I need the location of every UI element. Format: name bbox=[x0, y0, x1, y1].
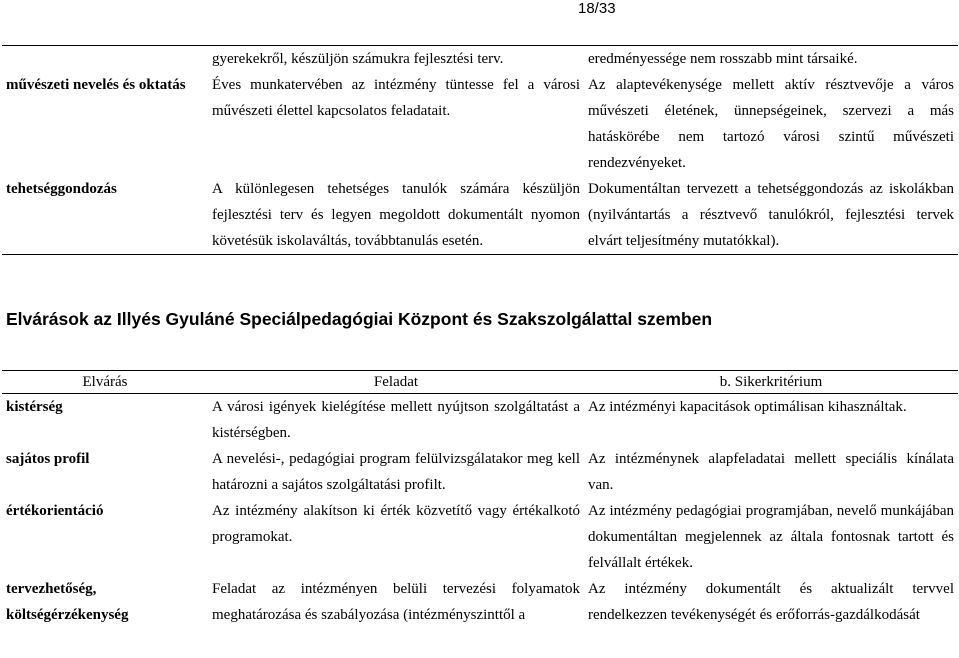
criterion-cell: Az intézménynek alapfeladatai mellett speciális kínálata van. bbox=[588, 451, 954, 493]
table-row bbox=[2, 176, 958, 255]
row-label: tervezhetőség, költségérzékenység bbox=[6, 581, 129, 623]
task-cell: A városi igények kielégítése mellett nyújtson szolgáltatást a kistérségben. bbox=[212, 399, 580, 441]
task-cell: Éves munkatervében az intézmény tüntesse fel a városi művészeti élettel kapcsolatos feladatait. bbox=[212, 77, 580, 119]
task-cell: A nevelési-, pedagógiai program felülvizsgálatakor meg kell határozni a sajátos szolgáltatási profilt. bbox=[212, 451, 580, 493]
task-cell: A különlegesen tehetséges tanulók számára készüljön fejlesztési terv és legyen megoldott dokumentált nyomon követésük iskolaváltás, továbbtanulás esetén. bbox=[208, 176, 584, 255]
task-cell: Feladat az intézményen belüli tervezési folyamatok meghatározása és szabályozása (intézményszinttől a bbox=[212, 581, 580, 623]
table-row bbox=[2, 576, 958, 628]
header-success-criterion: b. Sikerkritérium bbox=[584, 371, 958, 394]
criterion-cell: Az alaptevékenysége mellett aktív résztvevője a város művészeti életének, ünnepségeinek, szervezi a más hatáskörébe nem tartozó városi szintű művészeti rendezvényeket. bbox=[588, 77, 954, 171]
row-label: kistérség bbox=[6, 399, 63, 415]
criterion-cell: Az intézmény pedagógiai programjában, nevelő munkájában dokumentáltan megjelennek az általa fontosnak tartott és felvállalt értékek. bbox=[588, 503, 954, 571]
section-title: Elvárások az Illyés Gyuláné Speciálpedagógiai Központ és Szakszolgálattal szemben bbox=[6, 309, 713, 329]
task-cell: gyerekekről, készüljön számukra fejlesztési terv. bbox=[208, 46, 584, 73]
criterion-cell: Dokumentáltan tervezett a tehetséggondozás az iskolákban (nyilvántartás a résztvevő tanulókról, fejlesztési tervek elvárt teljesítmény mutatókkal). bbox=[584, 176, 958, 255]
row-label bbox=[2, 46, 208, 73]
row-label: értékorientáció bbox=[6, 503, 104, 519]
table-header-row bbox=[2, 371, 958, 394]
row-label: művészeti nevelés és oktatás bbox=[6, 77, 186, 93]
center-expectations-table bbox=[2, 370, 958, 628]
criterion-cell: Az intézményi kapacitások optimálisan kihasználtak. bbox=[588, 399, 907, 415]
task-cell: Az intézmény alakítson ki érték közvetítő vagy értékalkotó programokat. bbox=[212, 503, 580, 545]
table-row bbox=[2, 72, 958, 176]
criterion-cell: Az intézmény dokumentált és aktualizált tervvel rendelkezzen tevékenységét és erőforrás-gazdálkodását bbox=[588, 581, 954, 623]
expectations-table-continued bbox=[2, 45, 958, 255]
table-row bbox=[2, 394, 958, 447]
row-label: tehetséggondozás bbox=[2, 176, 208, 255]
row-label: sajátos profil bbox=[6, 451, 90, 467]
header-task: Feladat bbox=[208, 371, 584, 394]
table-row bbox=[2, 446, 958, 498]
page-number: 18/33 bbox=[578, 0, 616, 17]
table-row bbox=[2, 46, 958, 73]
header-expectation: Elvárás bbox=[2, 371, 208, 394]
criterion-cell: eredményessége nem rosszabb mint társaiké. bbox=[584, 46, 958, 73]
table-row bbox=[2, 498, 958, 576]
